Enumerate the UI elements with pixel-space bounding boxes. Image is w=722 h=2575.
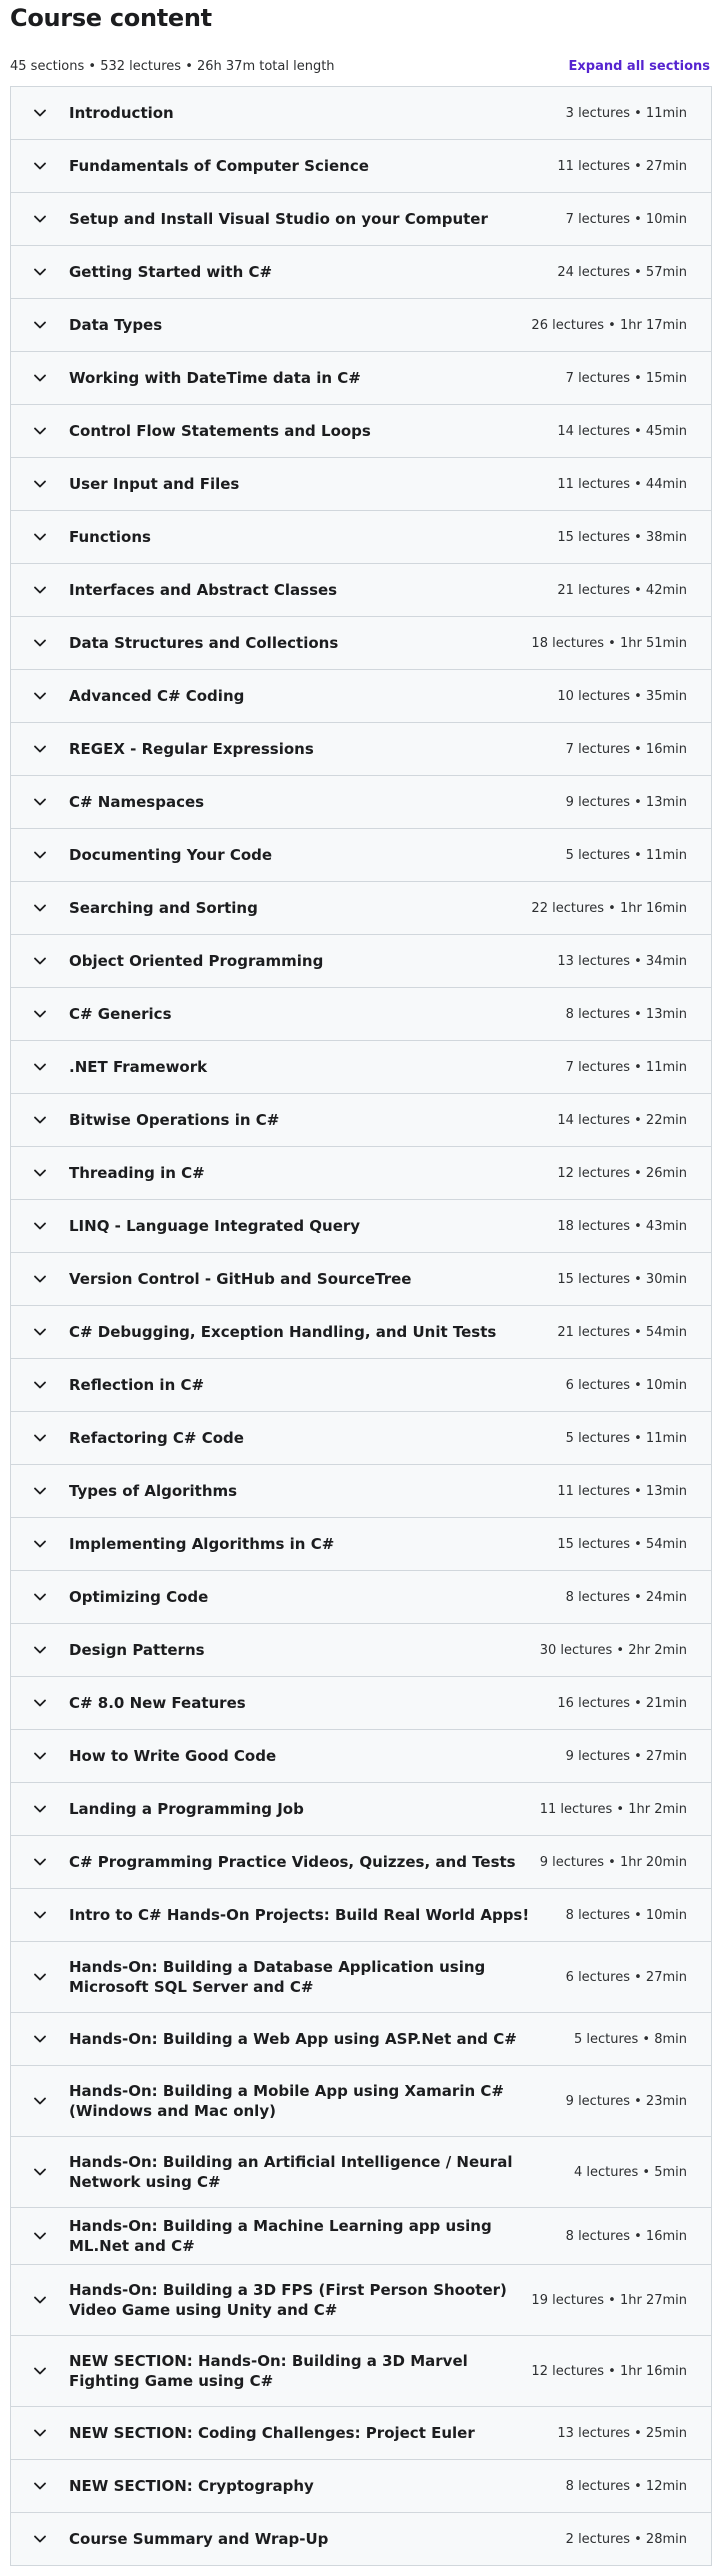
section-header[interactable] [11, 1889, 711, 1942]
section-meta: 30 lectures • 2hr 2min [539, 1642, 687, 1658]
section-title: Object Oriented Programming [69, 952, 324, 970]
chevron-down-icon [33, 2479, 47, 2493]
section-meta: 13 lectures • 25min [557, 2425, 687, 2441]
chevron-down-icon [33, 2364, 47, 2378]
section-header[interactable] [11, 723, 711, 776]
section-header[interactable] [11, 1147, 711, 1200]
chevron-down-icon [33, 795, 47, 809]
section-meta: 6 lectures • 10min [565, 1377, 687, 1393]
section-meta: 5 lectures • 11min [565, 1430, 687, 1446]
section-meta: 18 lectures • 1hr 51min [531, 635, 687, 651]
chevron-down-icon [33, 265, 47, 279]
chevron-down-icon [33, 159, 47, 173]
section-meta: 21 lectures • 42min [557, 582, 687, 598]
chevron-down-icon [33, 424, 47, 438]
section-meta: 26 lectures • 1hr 17min [531, 317, 687, 333]
chevron-down-icon [33, 1802, 47, 1816]
section-meta: 11 lectures • 44min [557, 476, 687, 492]
section-header[interactable] [11, 2460, 711, 2513]
chevron-down-icon [33, 2426, 47, 2440]
section-title: NEW SECTION: Coding Challenges: Project Euler [69, 2424, 475, 2442]
section-meta: 11 lectures • 13min [557, 1483, 687, 1499]
section-meta: 6 lectures • 27min [565, 1969, 687, 1985]
section-meta: 9 lectures • 1hr 20min [539, 1854, 687, 1870]
section-title: NEW SECTION: Cryptography [69, 2477, 314, 2495]
section-title: C# 8.0 New Features [69, 1694, 246, 1712]
section-header[interactable] [11, 87, 711, 140]
chevron-down-icon [33, 1484, 47, 1498]
section-header[interactable] [11, 1306, 711, 1359]
section-title: Data Structures and Collections [69, 634, 339, 652]
section-meta: 21 lectures • 54min [557, 1324, 687, 1340]
section-meta: 14 lectures • 22min [557, 1112, 687, 1128]
section-title: Optimizing Code [69, 1588, 209, 1606]
section-title: Working with DateTime data in C# [69, 369, 361, 387]
chevron-down-icon [33, 2094, 47, 2108]
section-header[interactable] [11, 1518, 711, 1571]
section-header[interactable] [11, 935, 711, 988]
section-title: Hands-On: Building a Web App using ASP.Net and C# [69, 2030, 517, 2048]
section-title: User Input and Files [69, 475, 240, 493]
section-header[interactable] [11, 2137, 711, 2208]
course-summary: 45 sections • 532 lectures • 26h 37m total length [10, 58, 335, 74]
section-title: Hands-On: Building a Machine Learning app using ML.Net and C# [69, 2217, 492, 2255]
section-title: Bitwise Operations in C# [69, 1111, 280, 1129]
section-title: Control Flow Statements and Loops [69, 422, 371, 440]
chevron-down-icon [33, 1325, 47, 1339]
section-header[interactable] [11, 829, 711, 882]
section-title: Types of Algorithms [69, 1482, 238, 1500]
chevron-down-icon [33, 2532, 47, 2546]
section-meta: 4 lectures • 5min [573, 2164, 687, 2180]
section-title: C# Namespaces [69, 793, 205, 811]
section-meta: 10 lectures • 35min [557, 688, 687, 704]
section-header[interactable] [11, 670, 711, 723]
section-meta: 13 lectures • 34min [557, 953, 687, 969]
section-header[interactable] [11, 1571, 711, 1624]
section-title: Threading in C# [69, 1164, 205, 1182]
section-title: Introduction [69, 104, 174, 122]
chevron-down-icon [33, 318, 47, 332]
section-header[interactable] [11, 988, 711, 1041]
section-meta: 7 lectures • 11min [565, 1059, 687, 1075]
chevron-down-icon [33, 1908, 47, 1922]
section-header[interactable] [11, 2513, 711, 2566]
section-header[interactable] [11, 352, 711, 405]
section-title: REGEX - Regular Expressions [69, 740, 314, 758]
section-title: Getting Started with C# [69, 263, 273, 281]
section-header[interactable] [11, 2013, 711, 2066]
section-meta: 18 lectures • 43min [557, 1218, 687, 1234]
section-header[interactable] [11, 617, 711, 670]
section-header[interactable] [11, 1094, 711, 1147]
chevron-down-icon [33, 1060, 47, 1074]
section-meta: 15 lectures • 54min [557, 1536, 687, 1552]
chevron-down-icon [33, 1855, 47, 1869]
chevron-down-icon [33, 106, 47, 120]
section-meta: 7 lectures • 16min [565, 741, 687, 757]
course-summary-row [10, 52, 712, 80]
section-meta: 7 lectures • 15min [565, 370, 687, 386]
section-meta: 8 lectures • 10min [565, 1907, 687, 1923]
section-title: Hands-On: Building a Mobile App using Xamarin C# (Windows and Mac only) [69, 2082, 504, 2120]
section-meta: 12 lectures • 1hr 16min [531, 2363, 687, 2379]
chevron-down-icon [33, 901, 47, 915]
section-meta: 15 lectures • 38min [557, 529, 687, 545]
section-meta: 9 lectures • 27min [565, 1748, 687, 1764]
section-meta: 14 lectures • 45min [557, 423, 687, 439]
chevron-down-icon [33, 954, 47, 968]
section-meta: 9 lectures • 23min [565, 2093, 687, 2109]
chevron-down-icon [33, 848, 47, 862]
chevron-down-icon [33, 1643, 47, 1657]
section-title: Design Patterns [69, 1641, 205, 1659]
expand-all-sections-button[interactable]: Expand all sections [568, 58, 710, 74]
section-title: Interfaces and Abstract Classes [69, 581, 338, 599]
section-header[interactable] [11, 2208, 711, 2265]
section-header[interactable] [11, 1836, 711, 1889]
section-meta: 8 lectures • 13min [565, 1006, 687, 1022]
chevron-down-icon [33, 636, 47, 650]
chevron-down-icon [33, 1590, 47, 1604]
section-meta: 8 lectures • 24min [565, 1589, 687, 1605]
section-meta: 5 lectures • 11min [565, 847, 687, 863]
section-title: Searching and Sorting [69, 899, 258, 917]
chevron-down-icon [33, 2165, 47, 2179]
section-meta: 3 lectures • 11min [565, 105, 687, 121]
section-title: Hands-On: Building an Artificial Intelligence / Neural Network using C# [69, 2153, 513, 2191]
section-title: Implementing Algorithms in C# [69, 1535, 335, 1553]
section-title: C# Programming Practice Videos, Quizzes, and Tests [69, 1853, 516, 1871]
section-header[interactable] [11, 511, 711, 564]
section-meta: 16 lectures • 21min [557, 1695, 687, 1711]
section-meta: 2 lectures • 28min [565, 2531, 687, 2547]
chevron-down-icon [33, 742, 47, 756]
section-header[interactable] [11, 882, 711, 935]
section-header[interactable] [11, 1412, 711, 1465]
section-header[interactable] [11, 1624, 711, 1677]
section-meta: 5 lectures • 8min [573, 2031, 687, 2047]
chevron-down-icon [33, 1007, 47, 1021]
page-title: Course content [10, 4, 212, 32]
section-title: Data Types [69, 316, 163, 334]
section-title: Reflection in C# [69, 1376, 205, 1394]
section-meta: 11 lectures • 1hr 2min [539, 1801, 687, 1817]
section-title: Course Summary and Wrap-Up [69, 2530, 329, 2548]
section-header[interactable] [11, 1253, 711, 1306]
chevron-down-icon [33, 371, 47, 385]
section-title: Documenting Your Code [69, 846, 273, 864]
section-meta: 19 lectures • 1hr 27min [531, 2292, 687, 2308]
chevron-down-icon [33, 1970, 47, 1984]
section-meta: 9 lectures • 13min [565, 794, 687, 810]
chevron-down-icon [33, 1378, 47, 1392]
section-header[interactable] [11, 564, 711, 617]
chevron-down-icon [33, 1272, 47, 1286]
section-header[interactable] [11, 2336, 711, 2407]
chevron-down-icon [33, 689, 47, 703]
section-title: Refactoring C# Code [69, 1429, 244, 1447]
section-header[interactable] [11, 458, 711, 511]
section-meta: 8 lectures • 12min [565, 2478, 687, 2494]
section-header[interactable] [11, 1942, 711, 2013]
section-meta: 15 lectures • 30min [557, 1271, 687, 1287]
section-title: How to Write Good Code [69, 1747, 277, 1765]
section-title: Hands-On: Building a Database Application using Microsoft SQL Server and C# [69, 1958, 486, 1996]
section-header[interactable] [11, 246, 711, 299]
chevron-down-icon [33, 2229, 47, 2243]
chevron-down-icon [33, 1749, 47, 1763]
section-header[interactable] [11, 1730, 711, 1783]
section-title: Hands-On: Building a 3D FPS (First Person Shooter) Video Game using Unity and C# [69, 2281, 507, 2319]
chevron-down-icon [33, 583, 47, 597]
section-header[interactable] [11, 299, 711, 352]
section-header[interactable] [11, 2066, 711, 2137]
section-title: Advanced C# Coding [69, 687, 245, 705]
section-meta: 11 lectures • 27min [557, 158, 687, 174]
section-title: Setup and Install Visual Studio on your Computer [69, 210, 488, 228]
section-header[interactable] [11, 1359, 711, 1412]
section-title: C# Generics [69, 1005, 172, 1023]
chevron-down-icon [33, 212, 47, 226]
chevron-down-icon [33, 477, 47, 491]
chevron-down-icon [33, 1166, 47, 1180]
section-title: LINQ - Language Integrated Query [69, 1217, 361, 1235]
section-header[interactable] [11, 1465, 711, 1518]
section-meta: 24 lectures • 57min [557, 264, 687, 280]
section-meta: 22 lectures • 1hr 16min [531, 900, 687, 916]
section-header[interactable] [11, 1783, 711, 1836]
chevron-down-icon [33, 1431, 47, 1445]
section-header[interactable] [11, 776, 711, 829]
section-title: Landing a Programming Job [69, 1800, 304, 1818]
chevron-down-icon [33, 1113, 47, 1127]
section-title: Fundamentals of Computer Science [69, 157, 369, 175]
chevron-down-icon [33, 2293, 47, 2307]
chevron-down-icon [33, 1537, 47, 1551]
chevron-down-icon [33, 2032, 47, 2046]
section-header[interactable] [11, 1200, 711, 1253]
section-header[interactable] [11, 140, 711, 193]
section-header[interactable] [11, 2265, 711, 2336]
chevron-down-icon [33, 1696, 47, 1710]
section-header[interactable] [11, 193, 711, 246]
chevron-down-icon [33, 530, 47, 544]
section-meta: 7 lectures • 10min [565, 211, 687, 227]
section-header[interactable] [11, 2407, 711, 2460]
section-title: Version Control - GitHub and SourceTree [69, 1270, 412, 1288]
section-title: .NET Framework [69, 1058, 208, 1076]
chevron-down-icon [33, 1219, 47, 1233]
section-title: Intro to C# Hands-On Projects: Build Real World Apps! [69, 1906, 530, 1924]
section-title: NEW SECTION: Hands-On: Building a 3D Marvel Fighting Game using C# [69, 2352, 468, 2390]
section-title: Functions [69, 528, 151, 546]
section-title: C# Debugging, Exception Handling, and Unit Tests [69, 1323, 497, 1341]
section-meta: 8 lectures • 16min [565, 2228, 687, 2244]
section-meta: 12 lectures • 26min [557, 1165, 687, 1181]
section-header[interactable] [11, 1677, 711, 1730]
section-header[interactable] [11, 1041, 711, 1094]
section-list [10, 86, 712, 2566]
section-header[interactable] [11, 405, 711, 458]
